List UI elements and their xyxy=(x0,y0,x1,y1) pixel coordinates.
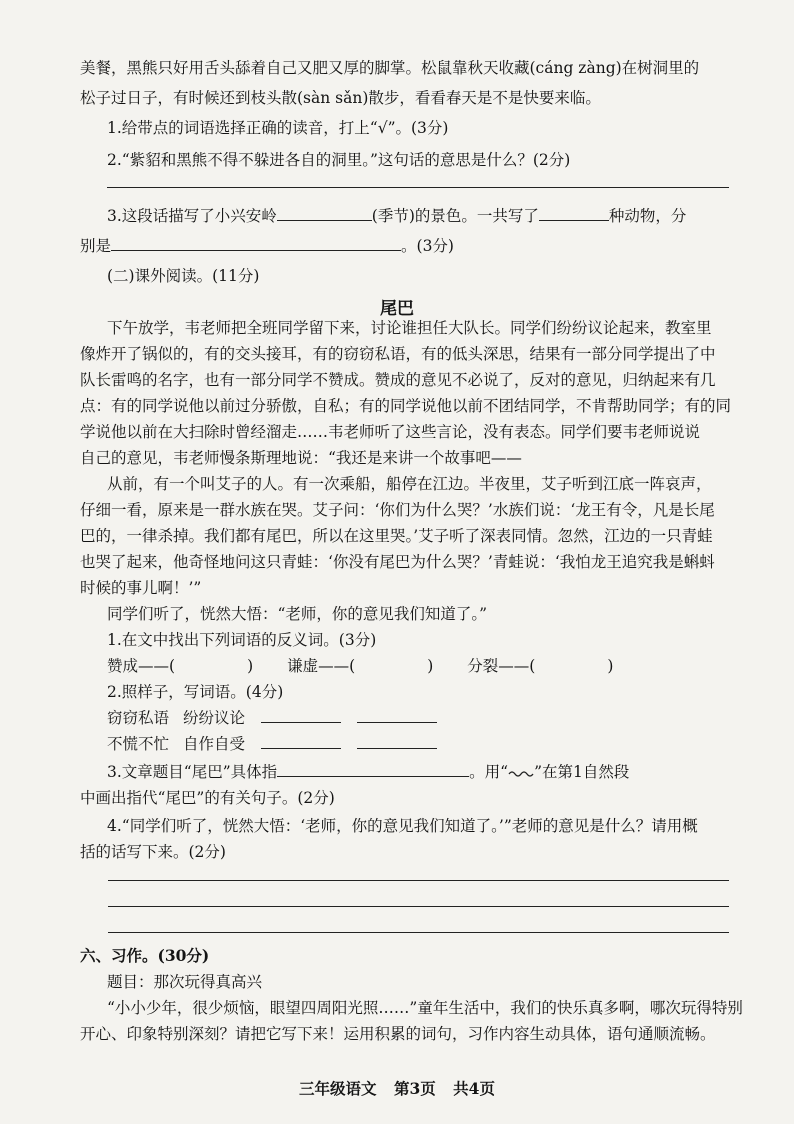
article-line: 从前，有一个叫艾子的人。有一次乘船，船停在江边。半夜里，艾子听到江底一阵哀声， xyxy=(107,475,712,493)
section-heading: (二)课外阅读。(11分) xyxy=(107,267,260,285)
tail-meaning-blank[interactable] xyxy=(277,762,469,777)
question-2: 2.“紫貂和黑熊不得不躲进各自的洞里。”这句话的意思是什么？(2分) xyxy=(107,151,571,169)
article-line: 像炸开了锅似的，有的交头接耳，有的窃窃私语，有的低头深思，结果有一部分同学提出了中 xyxy=(80,345,716,363)
article-title: 尾巴 xyxy=(380,299,414,319)
question-3-cont: 别是 。(3分) xyxy=(80,237,454,255)
question-1: 1.给带点的词语选择正确的读音，打上“√”。(3分) xyxy=(107,119,449,137)
animals-blank[interactable] xyxy=(111,236,401,251)
word-blank[interactable] xyxy=(357,708,437,723)
article-line: 自己的意见，韦老师慢条斯理地说：“我还是来讲一个故事吧—— xyxy=(80,449,522,467)
passage-line: 松子过日子，有时候还到枝头散(sàn sǎn)散步，看看春天是不是快要来临。 xyxy=(80,89,601,107)
article-line: 同学们听了，恍然大悟：“老师，你的意见我们知道了。” xyxy=(107,605,488,623)
article-line: 时候的事儿啊！’” xyxy=(80,579,202,597)
answer-line[interactable] xyxy=(107,187,729,188)
article-line: 点：有的同学说他以前过分骄傲，自私；有的同学说他以前不团结同学，不肯帮助同学；有的同 xyxy=(80,397,732,415)
word-blank[interactable] xyxy=(357,734,437,749)
essay-topic: 题目：那次玩得真高兴 xyxy=(107,973,263,991)
article-line: 仔细一看，原来是一群水族在哭。艾子问：‘你们为什么哭？’水族们说：‘龙王有令，凡是长尾 xyxy=(80,501,715,519)
reading-question-4: 4.“同学们听了，恍然大悟：‘老师，你的意见我们知道了。’”老师的意见是什么？请用概 xyxy=(107,817,698,835)
reading-question-1: 1.在文中找出下列词语的反义词。(3分) xyxy=(107,631,377,649)
article-line: 学说他以前在大扫除时曾经溜走……韦老师听了这些言论，没有表态。同学们要韦老师说说 xyxy=(80,423,701,441)
reading-question-3: 3.文章题目“尾巴”具体指 。用“ ”在第1自然段 xyxy=(107,763,630,781)
antonym-row: 赞成——( ) 谦虚——( ) 分裂——( ) xyxy=(107,657,614,675)
answer-line[interactable] xyxy=(108,932,729,933)
article-line: 也哭了起来，他奇怪地问这只青蛙：‘你没有尾巴为什么哭？’青蛙说：‘我怕龙王追究我是蝌蚪 xyxy=(80,553,715,571)
passage-line: 美餐，黑熊只好用舌头舔着自己又肥又厚的脚掌。松鼠靠秋天收藏(cáng zàng)在树洞里的 xyxy=(80,59,700,77)
answer-line[interactable] xyxy=(108,880,729,881)
reading-question-3-cont: 中画出指代“尾巴”的有关句子。(2分) xyxy=(80,789,335,807)
word-blank[interactable] xyxy=(261,708,341,723)
example-row: 不慌不忙 自作自受 xyxy=(107,734,734,754)
wavy-underline-icon xyxy=(508,769,534,777)
section-6-heading: 六、习作。(30分) xyxy=(80,946,210,965)
answer-line[interactable] xyxy=(108,906,729,907)
article-line: 巴的，一律杀掉。我们都有尾巴，所以在这里哭。’艾子听了深表同情。忽然，江边的一只青蛙 xyxy=(80,527,713,545)
article-line: 下午放学，韦老师把全班同学留下来，讨论谁担任大队长。同学们纷纷议论起来，教室里 xyxy=(107,319,712,337)
essay-prompt: “小小少年，很少烦恼，眼望四周阳光照……”童年生活中，我们的快乐真多啊，哪次玩得特别 xyxy=(107,999,743,1017)
essay-prompt: 开心、印象特别深刻？请把它写下来！运用积累的词句，习作内容生动具体，语句通顺流畅。 xyxy=(80,1025,716,1043)
count-blank[interactable] xyxy=(539,206,609,221)
season-blank[interactable] xyxy=(277,206,372,221)
reading-question-4-cont: 括的话写下来。(2分) xyxy=(80,843,226,861)
reading-question-2: 2.照样子，写词语。(4分) xyxy=(107,683,284,701)
question-3: 3.这段话描写了小兴安岭 (季节)的景色。一共写了 种动物，分 xyxy=(107,207,687,225)
page-footer: 三年级语文 第3页 共4页 xyxy=(299,1079,495,1098)
article-line: 队长雷鸣的名字，也有一部分同学不赞成。赞成的意见不必说了，反对的意见，归纳起来有几 xyxy=(80,371,716,389)
example-row: 窃窃私语 纷纷议论 xyxy=(107,708,734,728)
word-blank[interactable] xyxy=(261,734,341,749)
